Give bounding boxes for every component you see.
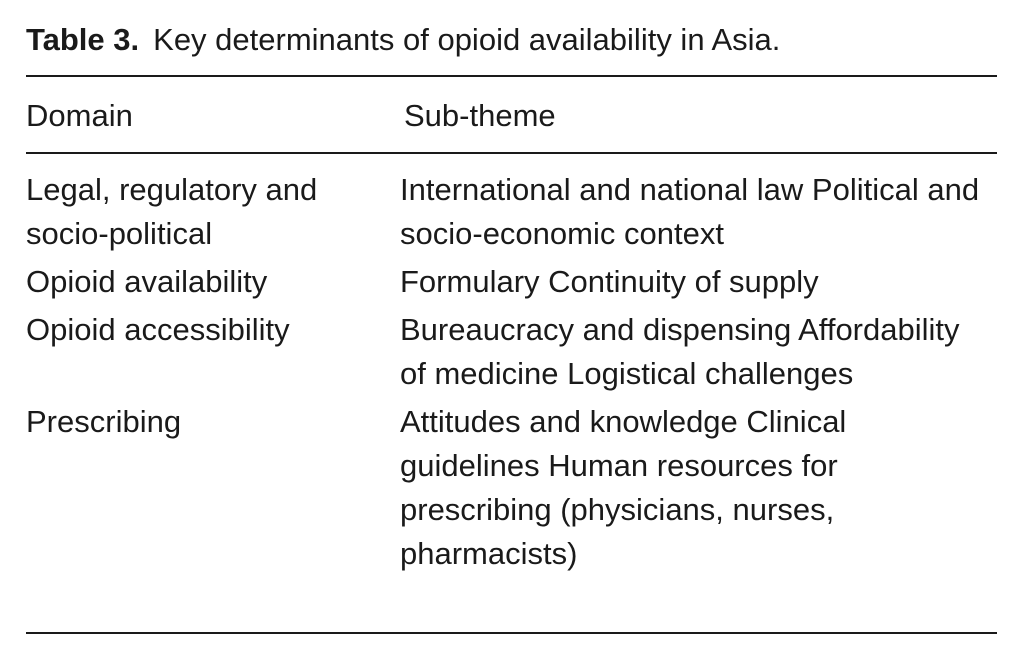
header-domain: Domain — [26, 98, 133, 133]
table-row — [26, 168, 997, 256]
cell-sub-theme: International and national law Political and socio-economic context — [400, 172, 980, 251]
cell-domain: Legal, regulatory and socio-political — [26, 172, 318, 251]
cell-sub-theme: Bureaucracy and dispensing Affordability of medicine Logistical challenges — [400, 312, 960, 391]
table-row — [26, 308, 997, 396]
cell-domain: Opioid availability — [26, 264, 268, 299]
bottom-rule — [26, 632, 997, 634]
table-title: Key determinants of opioid availability in Asia. — [153, 22, 781, 57]
cell-domain: Opioid accessibility — [26, 312, 290, 347]
table-row — [26, 260, 997, 304]
table-row — [26, 400, 997, 576]
header-rule — [26, 152, 997, 154]
cell-sub-theme: Formulary Continuity of supply — [400, 264, 819, 299]
cell-sub-theme: Attitudes and knowledge Clinical guidelines Human resources for prescribing (physicians, nurses, pharmacists) — [400, 404, 847, 571]
cell-domain: Prescribing — [26, 404, 182, 439]
table-number: Table 3. — [26, 22, 140, 57]
top-rule — [26, 75, 997, 77]
header-sub-theme: Sub-theme — [404, 98, 556, 133]
table-caption — [26, 18, 780, 62]
table-body — [26, 168, 997, 576]
